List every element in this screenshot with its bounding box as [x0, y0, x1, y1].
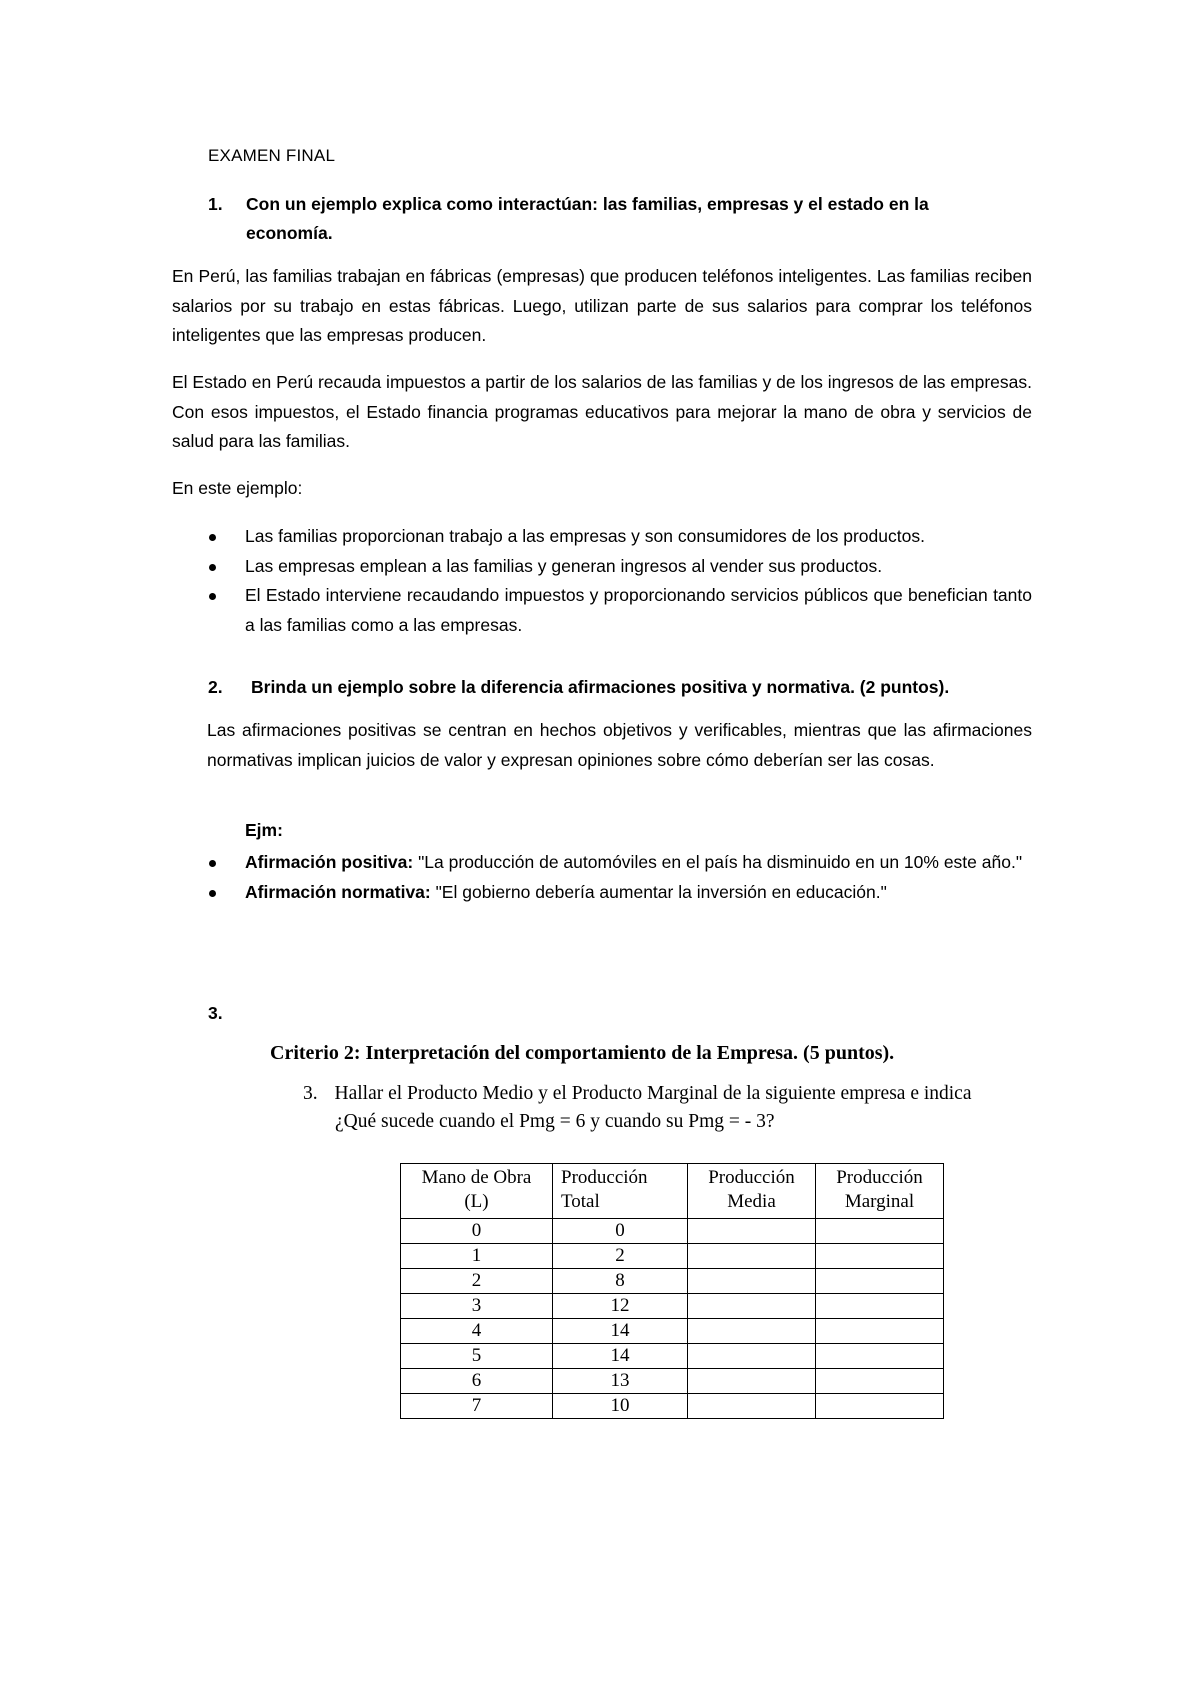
answer-1-paragraph-3: En este ejemplo:: [172, 478, 303, 498]
table-row: [401, 1369, 944, 1394]
cell-average: [688, 1294, 816, 1319]
cell-labor: 3: [401, 1294, 553, 1319]
cell-labor: 7: [401, 1394, 553, 1419]
answer-2-paragraph: Las afirmaciones positivas se centran en hechos objetivos y verificables, mientras que las afirmaciones normativas implican juicios de valor y expresan opiniones sobre cómo deberían ser las cosas.: [207, 720, 1032, 770]
cell-total: 14: [553, 1344, 688, 1369]
list-item: [172, 848, 1032, 878]
cell-total: 10: [553, 1394, 688, 1419]
cell-average: [688, 1219, 816, 1244]
question-3-number: 3.: [208, 1003, 223, 1023]
cell-labor: 4: [401, 1319, 553, 1344]
list-item-text: El Estado interviene recaudando impuestos y proporcionando servicios públicos que benefician tanto a las familias como a las empresas.: [245, 585, 1032, 635]
header-marginal-production: Producción Marginal: [816, 1164, 944, 1219]
table-row: [401, 1244, 944, 1269]
question-3-line-2: ¿Qué sucede cuando el Pmg = 6 y cuando su Pmg = - 3?: [335, 1111, 775, 1132]
list-item: [172, 878, 1032, 908]
cell-total: 0: [553, 1219, 688, 1244]
cell-total: 8: [553, 1269, 688, 1294]
bullet-icon: [209, 890, 216, 897]
table-row: [401, 1319, 944, 1344]
cell-marginal: [816, 1319, 944, 1344]
cell-marginal: [816, 1369, 944, 1394]
table-row: [401, 1394, 944, 1419]
statement-text: "La producción de automóviles en el país ha disminuido en un 10% este año.": [413, 852, 1023, 872]
list-item-text: [245, 848, 1032, 878]
question-2-number: 2.: [208, 677, 223, 697]
statement-label: Afirmación positiva:: [245, 852, 414, 872]
cell-total: 2: [553, 1244, 688, 1269]
header-labor: Mano de Obra (L): [401, 1164, 553, 1219]
statement-label: Afirmación normativa:: [245, 881, 431, 902]
answer-1-paragraph-2: El Estado en Perú recauda impuestos a partir de los salarios de las familias y de los ingresos de las empresas. Con esos impuestos, el Estado financia programas educativos para mejorar la mano de obra y servicios de salud para las familias.: [172, 372, 1032, 451]
table-row: [401, 1269, 944, 1294]
cell-average: [688, 1394, 816, 1419]
cell-labor: 6: [401, 1369, 553, 1394]
bullet-icon: [209, 593, 216, 600]
question-3-line-1: [303, 1083, 972, 1105]
production-table: [400, 1163, 944, 1419]
cell-labor: 0: [401, 1219, 553, 1244]
header-average-production: Producción Media: [688, 1164, 816, 1219]
cell-marginal: [816, 1269, 944, 1294]
question-3-inner-number: 3.: [303, 1083, 318, 1104]
bullet-icon: [209, 564, 216, 571]
question-3-text: Hallar el Producto Medio y el Producto Marginal de la siguiente empresa e indica: [334, 1083, 972, 1104]
cell-total: 12: [553, 1294, 688, 1319]
cell-total: 14: [553, 1319, 688, 1344]
cell-marginal: [816, 1294, 944, 1319]
question-1-number: 1.: [208, 194, 223, 214]
table-row: [401, 1219, 944, 1244]
list-item-text: [245, 878, 1032, 908]
cell-average: [688, 1344, 816, 1369]
cell-marginal: [816, 1244, 944, 1269]
cell-average: [688, 1369, 816, 1394]
cell-labor: 1: [401, 1244, 553, 1269]
cell-marginal: [816, 1219, 944, 1244]
question-1-line-2: economía.: [246, 223, 333, 243]
cell-labor: 2: [401, 1269, 553, 1294]
question-1-line-1: Con un ejemplo explica como interactúan: las familias, empresas y el estado en la: [246, 194, 929, 214]
header-total-production: Producción Total: [553, 1164, 688, 1219]
cell-labor: 5: [401, 1344, 553, 1369]
answer-2-bullet-list: [172, 848, 1032, 907]
list-item: [172, 581, 1032, 640]
answer-1-paragraph-1: En Perú, las familias trabajan en fábricas (empresas) que producen teléfonos inteligentes. Las familias reciben salarios por su trabajo en estas fábricas. Luego, utilizan parte de sus salarios para comprar los teléfonos inteligentes que las empresas producen.: [172, 266, 1032, 345]
answer-1-bullet-list: [172, 522, 1032, 640]
cell-marginal: [816, 1344, 944, 1369]
list-item: [172, 522, 1032, 552]
cell-marginal: [816, 1394, 944, 1419]
cell-total: 13: [553, 1369, 688, 1394]
list-item-text: Las familias proporcionan trabajo a las empresas y son consumidores de los productos.: [245, 526, 925, 546]
bullet-icon: [209, 860, 216, 867]
criterion-heading: Criterio 2: Interpretación del comportamiento de la Empresa. (5 puntos).: [270, 1042, 895, 1064]
table-header-row: [401, 1164, 944, 1219]
statement-text: "El gobierno debería aumentar la inversión en educación.": [430, 881, 887, 902]
cell-average: [688, 1244, 816, 1269]
cell-average: [688, 1319, 816, 1344]
table-row: [401, 1294, 944, 1319]
list-item: [172, 552, 1032, 582]
list-item-text: Las empresas emplean a las familias y generan ingresos al vender sus productos.: [245, 555, 883, 576]
bullet-icon: [209, 534, 216, 541]
table-row: [401, 1344, 944, 1369]
exam-title: EXAMEN FINAL: [208, 146, 336, 165]
cell-average: [688, 1269, 816, 1294]
question-2-text: Brinda un ejemplo sobre la diferencia afirmaciones positiva y normativa. (2 puntos).: [251, 677, 950, 697]
example-label: Ejm:: [245, 820, 283, 840]
